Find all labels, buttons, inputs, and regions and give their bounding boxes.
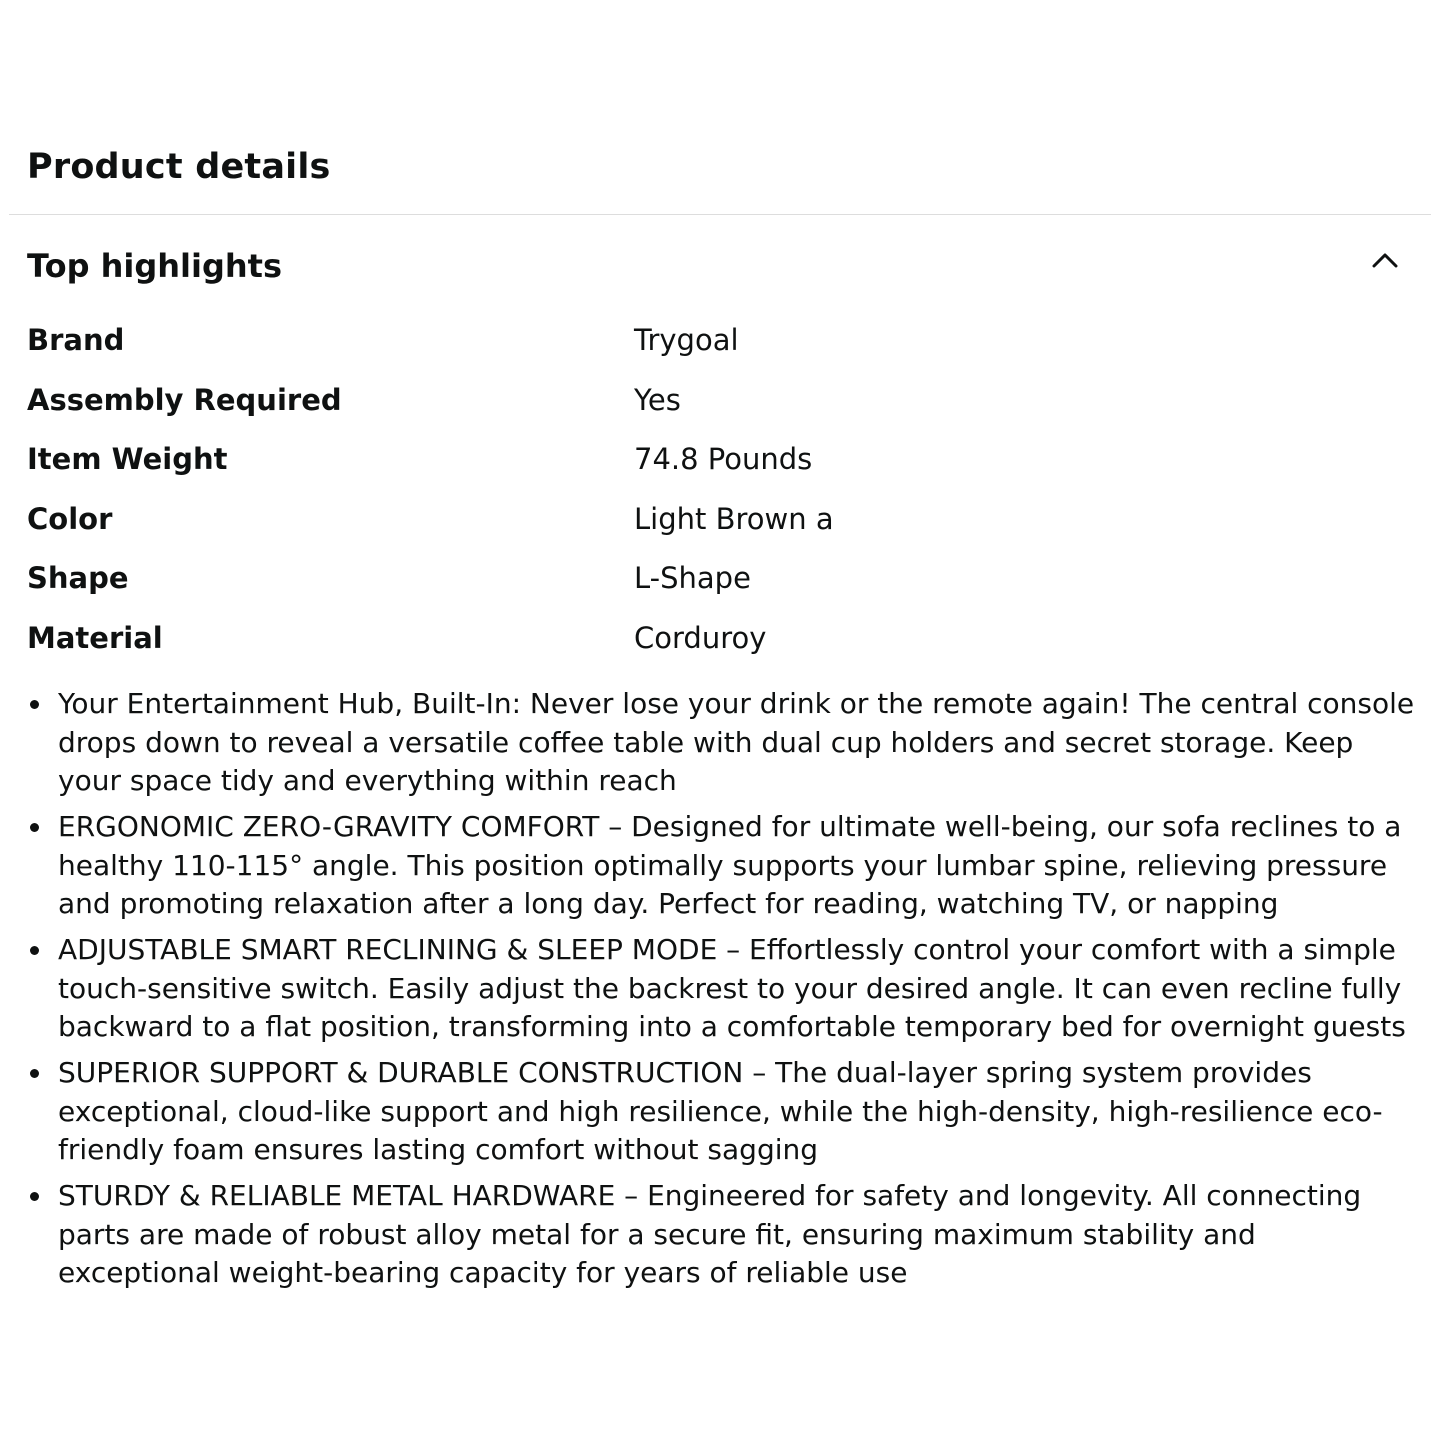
feature-bullet-list: [27, 685, 1420, 1300]
spec-row-shape: [27, 555, 1413, 615]
spec-label: Item Weight: [27, 442, 228, 477]
spec-label: Shape: [27, 561, 129, 596]
feature-bullet-text: SUPERIOR SUPPORT & DURABLE CONSTRUCTION – The dual-layer spring system provides exceptional, cloud-like support and high resilience, while the high-density, high-resilience eco-friendly foam ensures lasting comfort without sagging: [58, 1056, 1383, 1166]
spec-row-brand: [27, 317, 1413, 377]
spec-value: 74.8 Pounds: [634, 442, 813, 477]
spec-label: Brand: [27, 323, 125, 357]
feature-bullet: [27, 808, 1420, 924]
spec-value: L-Shape: [634, 561, 751, 596]
page-title: Product details: [27, 147, 331, 187]
chevron-up-icon[interactable]: [1369, 244, 1401, 276]
spec-row-material: [27, 615, 1413, 675]
bullet-dot-icon: [30, 1069, 39, 1078]
spec-value: Corduroy: [634, 620, 767, 655]
spec-label: Material: [27, 620, 163, 655]
spec-row-color: [27, 496, 1413, 556]
feature-bullet-text: Your Entertainment Hub, Built-In: Never lose your drink or the remote again! The central console drops down to reveal a versatile coffee table with dual cup holders and secret storage. Keep your space tidy and everything within reach: [58, 687, 1415, 797]
feature-bullet: [27, 1177, 1420, 1293]
top-highlights-header[interactable]: [27, 240, 1413, 292]
spec-value: Light Brown a: [634, 501, 834, 536]
feature-bullet: [27, 685, 1420, 801]
spec-row-assembly-required: [27, 377, 1413, 437]
feature-bullet-text: STURDY & RELIABLE METAL HARDWARE – Engineered for safety and longevity. All connecting parts are made of robust alloy metal for a secure fit, ensuring maximum stability and exceptional weight-bearing capacity for years of reliable use: [58, 1179, 1362, 1289]
section-divider: [9, 214, 1431, 215]
feature-bullet-text: ERGONOMIC ZERO-GRAVITY COMFORT – Designed for ultimate well-being, our sofa reclines to a healthy 110-115° angle. This position optimally supports your lumbar spine, relieving pressure and promoting relaxation after a long day. Perfect for reading, watching TV, or napping: [58, 810, 1402, 920]
spec-row-item-weight: [27, 436, 1413, 496]
spec-value: Trygoal: [634, 323, 739, 357]
spec-label: Assembly Required: [27, 382, 342, 417]
spec-value: Yes: [634, 382, 681, 417]
feature-bullet: [27, 931, 1420, 1047]
feature-bullet: [27, 1054, 1420, 1170]
bullet-dot-icon: [30, 700, 39, 709]
spec-table: [27, 317, 1413, 675]
feature-bullet-text: ADJUSTABLE SMART RECLINING & SLEEP MODE – Effortlessly control your comfort with a simple touch-sensitive switch. Easily adjust the backrest to your desired angle. It can even recline fully backward to a flat position, transforming into a comfortable temporary bed for overnight guests: [58, 933, 1406, 1043]
spec-label: Color: [27, 501, 113, 536]
section-title: Top highlights: [27, 247, 283, 285]
bullet-dot-icon: [30, 1192, 39, 1201]
bullet-dot-icon: [30, 946, 39, 955]
bullet-dot-icon: [30, 823, 39, 832]
